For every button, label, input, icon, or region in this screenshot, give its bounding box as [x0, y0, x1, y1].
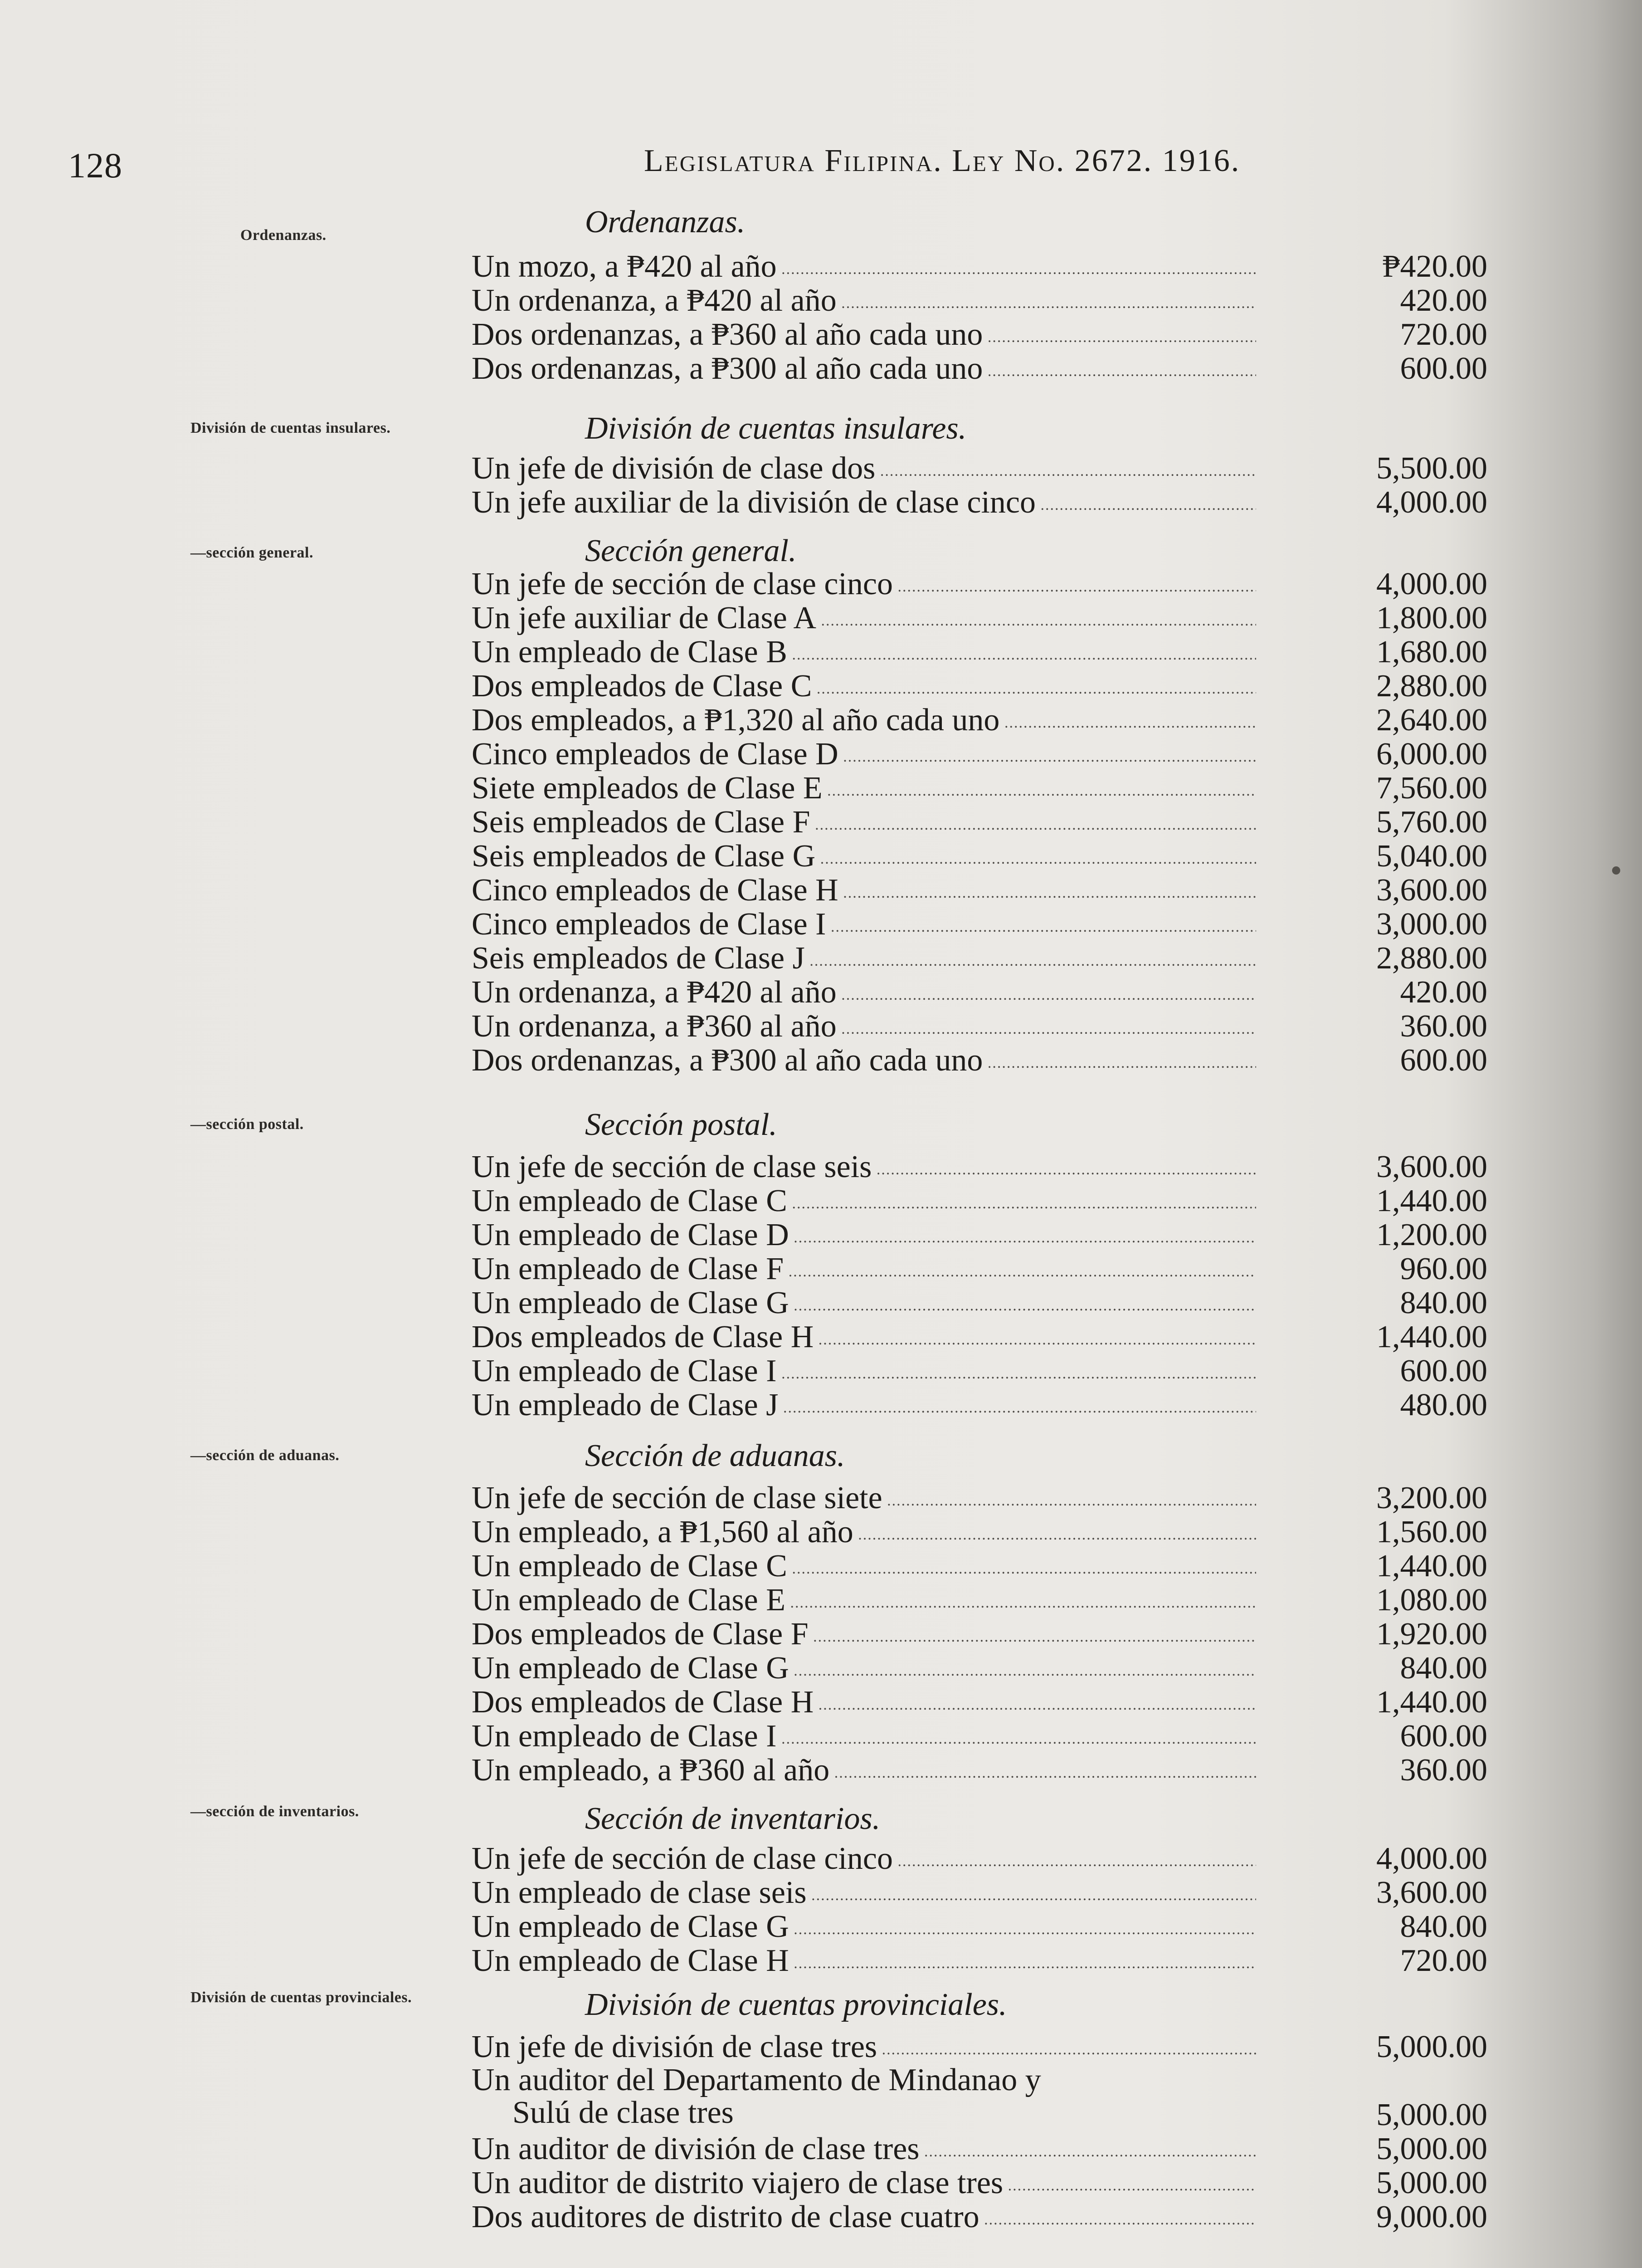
line-item-description: Cinco empleados de Clase I .....	[472, 907, 1256, 944]
line-item	[472, 1388, 1487, 1422]
line-item-amount: 600.00	[1400, 351, 1487, 386]
section-heading: Sección general.	[585, 533, 797, 568]
line-item-description: Un empleado de clase seis .....	[472, 1876, 1256, 1912]
line-item-description: Un empleado de Clase H .....	[472, 1944, 1256, 1980]
margin-note-division-provinciales: División de cuentas provinciales.	[190, 1989, 412, 2006]
line-item-amount: 5,000.00	[1376, 2097, 1487, 2132]
line-item	[472, 1354, 1487, 1388]
line-item-description-line2: Sulú de clase tres	[512, 2095, 734, 2130]
line-item-description: Siete empleados de Clase E .....	[472, 771, 1256, 808]
line-item-description: Seis empleados de Clase F .....	[472, 805, 1256, 842]
line-item-amount: 1,440.00	[1376, 1320, 1487, 1354]
line-item	[472, 1184, 1487, 1218]
line-item-amount: 360.00	[1400, 1009, 1487, 1044]
line-item-description: Un empleado de Clase E .....	[472, 1583, 1256, 1620]
line-item	[472, 485, 1487, 519]
line-item	[472, 1651, 1487, 1685]
line-item-amount: 1,920.00	[1376, 1617, 1487, 1652]
line-item-description: Un empleado, a ₱1,560 al año .....	[472, 1515, 1256, 1552]
line-item-amount: 7,560.00	[1376, 771, 1487, 806]
line-item-description: Dos empleados de Clase H .....	[472, 1320, 1256, 1357]
line-item-description: Dos empleados de Clase H .....	[472, 1685, 1256, 1722]
line-item-description: Seis empleados de Clase G .....	[472, 839, 1256, 876]
margin-note-ordenanzas: Ordenanzas.	[240, 227, 326, 244]
line-item	[472, 2166, 1487, 2200]
line-item-description: Dos empleados, a ₱1,320 al año cada uno .....	[472, 703, 1256, 740]
scan-speck	[1612, 866, 1620, 875]
line-item	[472, 2030, 1487, 2064]
line-item-description: Un empleado de Clase C .....	[472, 1184, 1256, 1221]
line-item-description: Dos empleados de Clase F .....	[472, 1617, 1256, 1654]
line-item	[472, 1252, 1487, 1286]
line-item	[472, 1583, 1487, 1617]
running-title: Legislatura Filipina. Ley No. 2672. 1916.	[644, 143, 1241, 178]
line-item-amount: 5,040.00	[1376, 839, 1487, 874]
line-item	[472, 1515, 1487, 1549]
margin-note-seccion-aduanas: —sección de aduanas.	[190, 1447, 340, 1464]
line-item-description	[472, 2064, 1256, 2132]
line-item	[472, 1719, 1487, 1753]
line-item-amount: 600.00	[1400, 1043, 1487, 1078]
line-item-amount: 1,440.00	[1376, 1549, 1487, 1584]
line-item-description: Un jefe auxiliar de Clase A .....	[472, 601, 1256, 638]
line-item-amount: 1,800.00	[1376, 601, 1487, 635]
line-item	[472, 1617, 1487, 1651]
line-item-amount: 3,600.00	[1376, 1875, 1487, 1910]
line-item	[472, 771, 1487, 805]
line-item-amount: 5,500.00	[1376, 451, 1487, 486]
line-item	[472, 737, 1487, 771]
line-item	[472, 284, 1487, 318]
line-item-amount: 720.00	[1400, 1943, 1487, 1978]
margin-note-seccion-general: —sección general.	[190, 544, 313, 561]
line-item-amount: 1,560.00	[1376, 1515, 1487, 1549]
line-item-description: Un auditor de división de clase tres .....	[472, 2132, 1256, 2169]
line-item-amount: 6,000.00	[1376, 737, 1487, 772]
section-heading: Sección de aduanas.	[585, 1438, 845, 1473]
line-item-description: Un jefe auxiliar de la división de clase cinco .....	[472, 485, 1256, 522]
line-item-amount: 3,200.00	[1376, 1481, 1487, 1515]
line-item-amount: 1,080.00	[1376, 1583, 1487, 1618]
margin-note-seccion-postal: —sección postal.	[190, 1116, 304, 1133]
line-item-amount: 2,880.00	[1376, 669, 1487, 704]
line-item	[472, 567, 1487, 601]
line-item-amount: 720.00	[1400, 317, 1487, 352]
line-item	[472, 318, 1487, 352]
line-item	[472, 907, 1487, 941]
line-item	[472, 703, 1487, 737]
line-item	[472, 1481, 1487, 1515]
line-item-amount: 960.00	[1400, 1251, 1487, 1286]
line-item-description: Un empleado de Clase G .....	[472, 1651, 1256, 1688]
line-item-amount: 1,440.00	[1376, 1685, 1487, 1720]
line-item	[472, 1286, 1487, 1320]
line-item-description: Un mozo, a ₱420 al año .....	[472, 249, 1256, 286]
line-item-description: Un empleado de Clase I .....	[472, 1354, 1256, 1391]
line-item-amount: 840.00	[1400, 1286, 1487, 1320]
line-item	[472, 635, 1487, 669]
line-item-amount: 600.00	[1400, 1354, 1487, 1388]
line-item	[472, 975, 1487, 1009]
line-item	[472, 1009, 1487, 1043]
line-item-description: Un empleado de Clase C .....	[472, 1549, 1256, 1586]
line-item	[472, 873, 1487, 907]
line-item-description: Un empleado de Clase I .....	[472, 1719, 1256, 1756]
line-item	[472, 352, 1487, 386]
line-item-description: Dos auditores de distrito de clase cuatro .....	[472, 2200, 1256, 2237]
line-item	[472, 451, 1487, 485]
line-item	[472, 1320, 1487, 1354]
line-item	[472, 1043, 1487, 1077]
line-item-description: Dos empleados de Clase C .....	[472, 669, 1256, 706]
line-item-amount: 360.00	[1400, 1753, 1487, 1788]
line-item	[472, 941, 1487, 975]
margin-note-division-insulares: División de cuentas insulares.	[190, 420, 391, 436]
line-item-description: Un empleado de Clase G .....	[472, 1910, 1256, 1946]
line-item	[472, 805, 1487, 839]
line-item	[472, 1910, 1487, 1944]
line-item-description: Un ordenanza, a ₱360 al año .....	[472, 1009, 1256, 1046]
line-item-description: Un empleado de Clase B .....	[472, 635, 1256, 672]
line-item-description: Un jefe de sección de clase cinco .....	[472, 1842, 1256, 1878]
section-heading: División de cuentas provinciales.	[585, 1987, 1007, 2022]
line-item-amount: 600.00	[1400, 1719, 1487, 1754]
line-item	[472, 2132, 1487, 2166]
line-item	[472, 1944, 1487, 1978]
line-item	[472, 601, 1487, 635]
line-item-amount: 1,200.00	[1376, 1217, 1487, 1252]
section-heading: Sección postal.	[585, 1107, 777, 1142]
section-heading: Sección de inventarios.	[585, 1801, 881, 1836]
line-item-amount: 3,600.00	[1376, 1149, 1487, 1184]
line-item-description: Dos ordenanzas, a ₱300 al año cada uno .....	[472, 1043, 1256, 1080]
line-item-description: Cinco empleados de Clase D .....	[472, 737, 1256, 774]
line-item	[472, 249, 1487, 284]
line-item-amount: 2,880.00	[1376, 941, 1487, 976]
line-item-amount: 1,680.00	[1376, 635, 1487, 670]
line-item-amount: 4,000.00	[1376, 567, 1487, 601]
line-item	[472, 839, 1487, 873]
line-item-amount: 420.00	[1400, 975, 1487, 1010]
line-item	[472, 669, 1487, 703]
line-item-amount: 3,000.00	[1376, 907, 1487, 942]
page-header	[68, 136, 1428, 191]
margin-note-seccion-inventarios: —sección de inventarios.	[190, 1803, 359, 1820]
line-item-description: Un jefe de división de clase tres .....	[472, 2030, 1256, 2067]
line-item-description: Un empleado de Clase F .....	[472, 1252, 1256, 1289]
line-item-amount: 1,440.00	[1376, 1183, 1487, 1218]
section-heading: Ordenanzas.	[585, 205, 745, 240]
page-number: 128	[68, 146, 122, 185]
line-item-amount: 5,000.00	[1376, 2029, 1487, 2064]
line-item-amount: 840.00	[1400, 1651, 1487, 1686]
line-item-description: Un ordenanza, a ₱420 al año .....	[472, 975, 1256, 1012]
line-item-description: Un ordenanza, a ₱420 al año .....	[472, 284, 1256, 320]
line-item-description-line1: Un auditor del Departamento de Mindanao y	[472, 2064, 1041, 2097]
line-item-amount: 3,600.00	[1376, 873, 1487, 908]
line-item-description: Un jefe de sección de clase seis .....	[472, 1150, 1256, 1187]
line-item-amount: 4,000.00	[1376, 485, 1487, 520]
line-item	[472, 1549, 1487, 1583]
line-item-description: Dos ordenanzas, a ₱360 al año cada uno .....	[472, 318, 1256, 354]
line-item-description: Un empleado, a ₱360 al año .....	[472, 1753, 1256, 1790]
line-item-description: Un empleado de Clase G .....	[472, 1286, 1256, 1323]
line-item-amount: 5,000.00	[1376, 2131, 1487, 2166]
section-heading: División de cuentas insulares.	[585, 411, 967, 446]
line-item	[472, 1753, 1487, 1787]
line-item	[472, 1842, 1487, 1876]
line-item-amount: 9,000.00	[1376, 2200, 1487, 2234]
line-item	[472, 1685, 1487, 1719]
line-item-description: Un auditor de distrito viajero de clase tres .....	[472, 2166, 1256, 2203]
line-item-description: Dos ordenanzas, a ₱300 al año cada uno .....	[472, 352, 1256, 388]
line-item	[472, 1218, 1487, 1252]
line-item	[472, 2200, 1487, 2234]
line-item	[472, 2064, 1487, 2132]
line-item-description: Un jefe de división de clase dos .....	[472, 451, 1256, 488]
line-item-amount: 5,000.00	[1376, 2165, 1487, 2200]
line-item-amount: 840.00	[1400, 1909, 1487, 1944]
line-item-description: Un empleado de Clase D .....	[472, 1218, 1256, 1255]
line-item-description: Un jefe de sección de clase cinco .....	[472, 567, 1256, 604]
line-item-amount: 420.00	[1400, 283, 1487, 318]
line-item-amount: 480.00	[1400, 1388, 1487, 1422]
line-item	[472, 1876, 1487, 1910]
line-item-description: Un empleado de Clase J .....	[472, 1388, 1256, 1425]
line-item-amount: 2,640.00	[1376, 703, 1487, 738]
line-item-description: Seis empleados de Clase J .....	[472, 941, 1256, 978]
line-item-amount: 4,000.00	[1376, 1841, 1487, 1876]
line-item-amount: 5,760.00	[1376, 805, 1487, 840]
line-item-description: Un jefe de sección de clase siete .....	[472, 1481, 1256, 1518]
line-item-description: Cinco empleados de Clase H .....	[472, 873, 1256, 910]
line-item	[472, 1150, 1487, 1184]
line-item-amount: ₱420.00	[1382, 249, 1487, 284]
